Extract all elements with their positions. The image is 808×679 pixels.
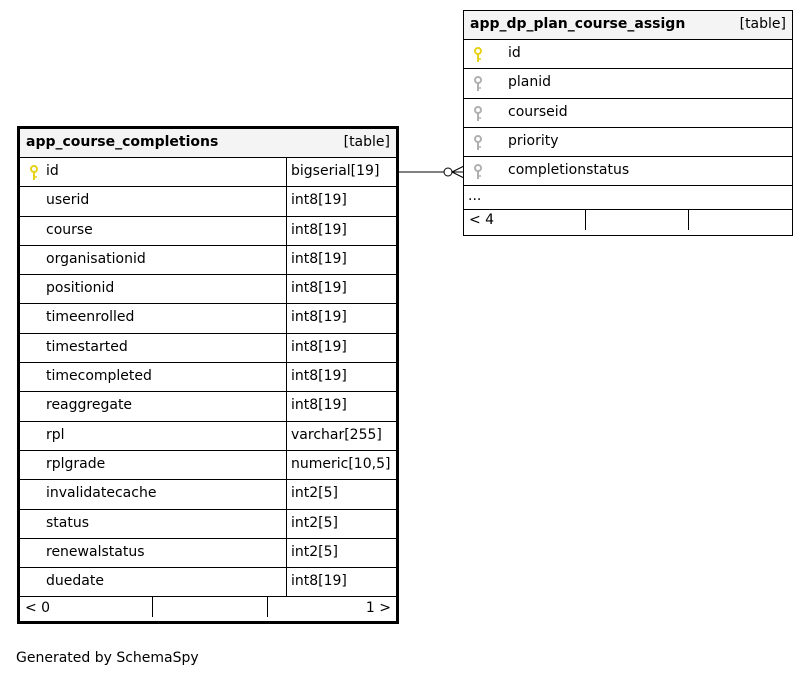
- column-row[interactable]: [464, 99, 792, 128]
- column-name: rplgrade: [46, 455, 106, 472]
- column-row[interactable]: [464, 157, 792, 186]
- column-name: rpl: [46, 426, 65, 443]
- column-name: priority: [508, 132, 559, 149]
- column-name: course: [46, 221, 93, 238]
- column-name: id: [46, 163, 59, 179]
- column-type: int2[5]: [286, 539, 396, 567]
- footer-parents[interactable]: < 0: [25, 600, 51, 617]
- column-row[interactable]: [20, 539, 396, 568]
- column-type: int8[19]: [286, 392, 396, 420]
- column-row[interactable]: [464, 128, 792, 157]
- column-type: int8[19]: [286, 363, 396, 391]
- column-name: id: [508, 45, 521, 61]
- column-row[interactable]: [20, 392, 396, 421]
- table-name[interactable]: app_dp_plan_course_assign: [470, 16, 686, 32]
- primary-key-icon: [28, 165, 40, 181]
- column-row[interactable]: [464, 69, 792, 98]
- column-row[interactable]: [20, 246, 396, 275]
- generated-by-label: Generated by SchemaSpy: [16, 650, 199, 666]
- table-kind: [table]: [739, 16, 786, 32]
- column-name: organisationid: [46, 250, 146, 267]
- table-name[interactable]: app_course_completions: [26, 134, 219, 150]
- table-footer: [20, 597, 396, 621]
- column-name: courseid: [508, 103, 568, 120]
- column-type: bigserial[19]: [286, 158, 396, 186]
- footer-parents[interactable]: < 4: [469, 212, 495, 229]
- column-row[interactable]: [464, 40, 792, 69]
- column-row[interactable]: [20, 187, 396, 216]
- footer-divider: [585, 210, 586, 230]
- column-name: timecompleted: [46, 368, 152, 385]
- more-columns-row: [464, 186, 792, 210]
- table-header: [464, 11, 792, 40]
- column-list: [20, 158, 396, 597]
- column-row[interactable]: [20, 510, 396, 539]
- column-type: varchar[255]: [286, 422, 396, 450]
- column-name: timestarted: [46, 338, 128, 355]
- column-name: status: [46, 514, 90, 531]
- column-row[interactable]: [20, 217, 396, 246]
- foreign-key-icon: [472, 106, 484, 122]
- column-row[interactable]: [20, 480, 396, 509]
- table-kind: [table]: [343, 134, 390, 150]
- column-name: invalidatecache: [46, 485, 157, 502]
- footer-divider: [688, 210, 689, 230]
- column-name: completionstatus: [508, 162, 630, 179]
- column-type: int8[19]: [286, 246, 396, 274]
- table-header: [20, 129, 396, 158]
- column-row[interactable]: [20, 304, 396, 333]
- column-row[interactable]: [20, 334, 396, 363]
- table-app-dp-plan-course-assign[interactable]: [463, 10, 793, 236]
- column-type: numeric[10,5]: [286, 451, 396, 479]
- foreign-key-icon: [472, 135, 484, 151]
- column-name: positionid: [46, 280, 115, 297]
- column-type: int8[19]: [286, 304, 396, 332]
- column-type: int8[19]: [286, 275, 396, 303]
- column-type: int8[19]: [286, 217, 396, 245]
- column-list: [464, 40, 792, 186]
- table-footer: [464, 210, 792, 233]
- column-row[interactable]: [20, 363, 396, 392]
- column-name: userid: [46, 192, 90, 209]
- ellipsis: ...: [468, 188, 482, 205]
- column-name: renewalstatus: [46, 543, 145, 560]
- column-row[interactable]: [20, 568, 396, 597]
- column-row[interactable]: [20, 158, 396, 187]
- column-row[interactable]: [20, 451, 396, 480]
- primary-key-icon: [472, 47, 484, 63]
- column-row[interactable]: [20, 275, 396, 304]
- column-name: reaggregate: [46, 397, 133, 414]
- column-type: int2[5]: [286, 480, 396, 508]
- column-type: int8[19]: [286, 568, 396, 596]
- foreign-key-icon: [472, 164, 484, 180]
- foreign-key-icon: [472, 76, 484, 92]
- column-row[interactable]: [20, 422, 396, 451]
- footer-divider: [152, 597, 153, 617]
- column-type: int8[19]: [286, 187, 396, 215]
- footer-divider: [267, 597, 268, 617]
- column-type: int2[5]: [286, 510, 396, 538]
- footer-children[interactable]: 1 >: [365, 600, 391, 617]
- column-type: int8[19]: [286, 334, 396, 362]
- table-app-course-completions[interactable]: [17, 126, 399, 624]
- column-name: duedate: [46, 573, 104, 590]
- column-name: timeenrolled: [46, 309, 135, 326]
- column-name: planid: [508, 74, 552, 91]
